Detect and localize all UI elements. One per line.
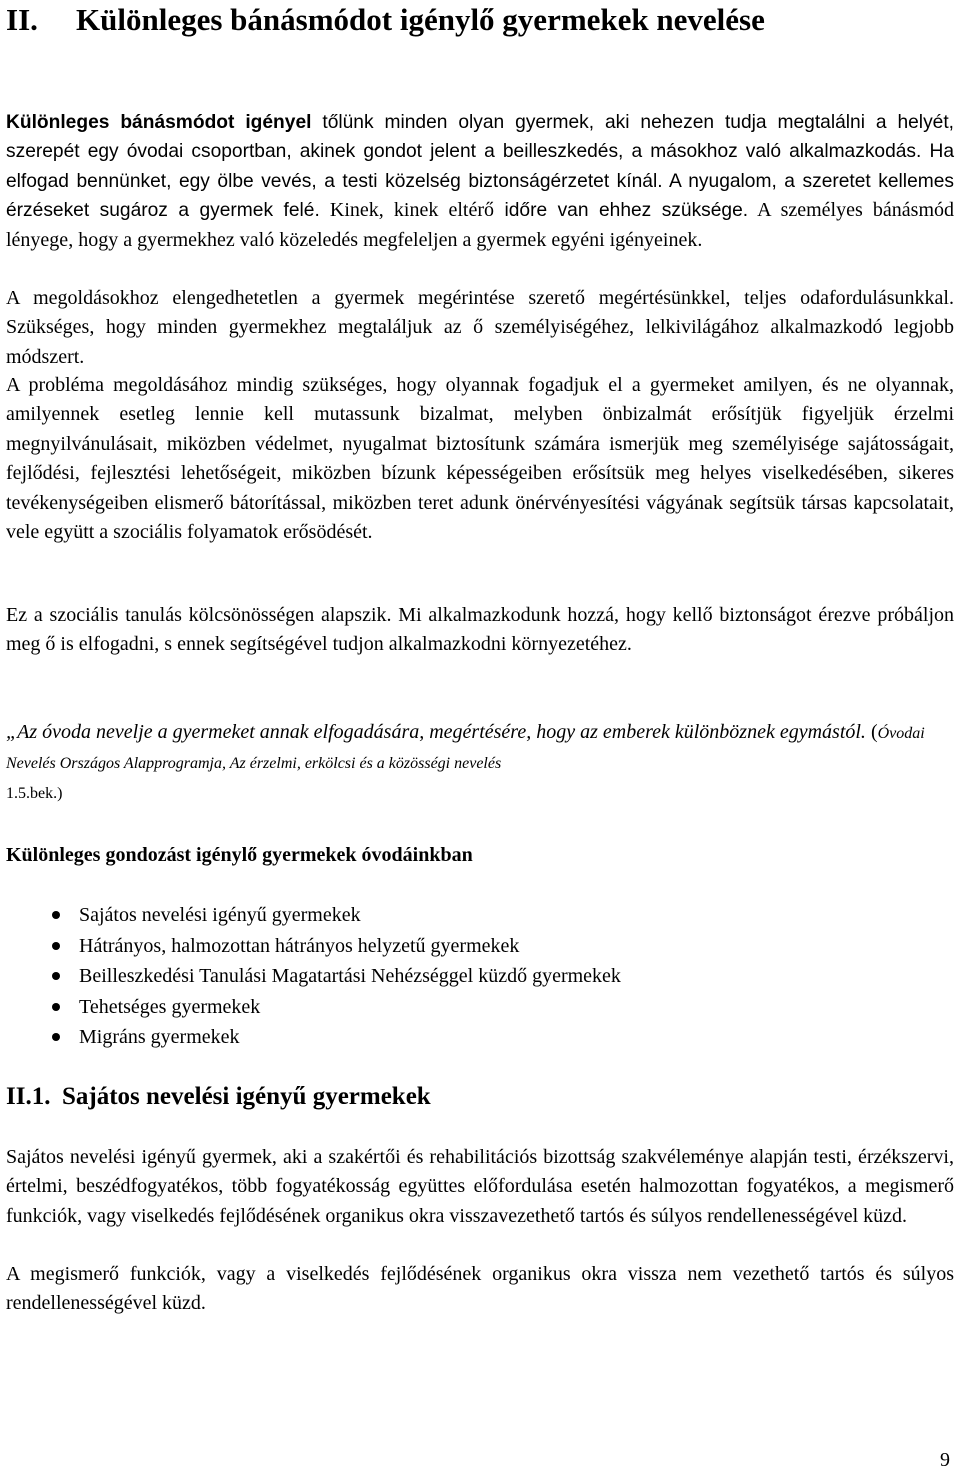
quote-source-ref: 1.5.bek.)	[6, 785, 63, 802]
problem-paragraph: A probléma megoldásához mindig szükséges, hogy olyannak fogadjuk el a gyermeket amilyen, és ne olyannak, amilyennek esetleg lennie kell mutassunk bizalmat, melyben önbizalmát erősítjük figyeljük érzelmi megnyilvánulásait, miközben védelmet, nyugalmat biztosítunk számára ismerjük meg személyisége sajátosságait, fejlődési, fejlesztési lehetőségeit, miközben bízunk képességeiben erősítsük meg helyes viselkedésében, sikeres tevékenységeiben elismerő bátorítással, miközben teret adunk önérvényesítési vágyának segítsük társas kapcsolatait, vele együtt a szociális folyamatok erősödését.	[6, 374, 954, 544]
bti-definition-paragraph: A megismerő funkciók, vagy a viselkedés fejlődésének organikus okra vissza nem vezethető tartós és súlyos rendellenességével küzd.	[6, 1263, 954, 1315]
intro-lead-bold: Különleges bánásmódot igényel	[6, 112, 312, 133]
intro-text-serif: Kinek, kinek eltérő	[319, 199, 494, 222]
list-item	[52, 931, 621, 962]
intro-text-end: időre van ehhez szüksége.	[504, 200, 749, 222]
list-item	[52, 900, 621, 931]
list-item	[52, 1022, 621, 1053]
bullet-icon	[52, 1003, 60, 1011]
program-quote	[6, 718, 954, 808]
bullet-icon	[52, 972, 60, 980]
list-item	[52, 961, 621, 992]
chapter-number: II.	[6, 2, 38, 37]
list-item	[52, 992, 621, 1023]
list-item-text: Sajátos nevelési igényű gyermekek	[79, 904, 361, 926]
list-item-text: Hátrányos, halmozottan hátrányos helyzetű gyermekek	[79, 934, 520, 957]
list-item-text: Tehetséges gyermekek	[79, 995, 261, 1018]
chapter-title	[6, 2, 765, 38]
list-item-text: Migráns gyermekek	[79, 1026, 240, 1048]
social-learning-paragraph: Ez a szociális tanulás kölcsönösségen alapszik. Mi alkalmazkodunk hozzá, hogy kellő biztonságot érezve próbáljon meg ő is elfogadni, s ennek segítségével tudjon alkalmazkodni környezetéhez.	[6, 604, 954, 656]
subsection-title	[6, 1082, 431, 1112]
chapter-title-text: Különleges bánásmódot igénylő gyermekek nevelése	[76, 2, 765, 37]
care-section-heading: Különleges gondozást igénylő gyermekek óvodáinkban	[6, 844, 473, 866]
bullet-icon	[52, 911, 60, 919]
bullet-icon	[52, 1033, 60, 1041]
list-item-text: Beilleszkedési Tanulási Magatartási Nehézséggel küzdő gyermekek	[79, 965, 621, 987]
quote-paren: (	[865, 721, 878, 743]
bullet-icon	[52, 942, 60, 950]
care-list	[52, 900, 621, 1053]
page-number: 9	[940, 1449, 950, 1471]
quote-text: „Az óvoda nevelje a gyermeket annak elfogadására, megértésére, hogy az emberek különböznek egymástól.	[6, 721, 866, 743]
subsection-title-text: Sajátos nevelési igényű gyermekek	[62, 1083, 431, 1110]
sni-definition-paragraph: Sajátos nevelési igényű gyermek, aki a szakértői és rehabilitációs bizottság szakvéleménye alapján testi, érzékszervi, értelmi, beszédfogyatékos, több fogyatékosság együttes előfordulása esetén halmozottan fogyatékos, a megismerő funkciók, vagy viselkedés fejlődésének organikus okra visszavezethető tartós és súlyos rendellenességével küzd.	[6, 1146, 954, 1227]
intro-text: tőlünk minden olyan gyermek, aki nehezen tudja megtalálni a helyét, szerepét egy óvodai csoportban, akinek gondot jelent a beilleszkedés, a másokhoz való alkalmazkodás. Ha elfogad bennünket, egy ölbe vevés, a testi közelség biztonságérzetet kínál. A nyugalom, a szeretet kellemes érzéseket sugároz a gyermek felé.	[6, 112, 954, 222]
solutions-paragraph: A megoldásokhoz elengedhetetlen a gyermek megérintése szerető megértésünkkel, teljes odafordulásunkkal. Szükséges, hogy minden gyermekhez megtaláljuk az ő személyiségéhez, lelkivilágához alkalmazkodó legjobb módszert.	[6, 287, 954, 368]
subsection-number: II.1.	[6, 1083, 51, 1110]
intro-text-serif-end: A személyes bánásmód lényege, hogy a gyermekhez való közeledés megfeleljen a gyermek egyéni igényeinek.	[6, 199, 954, 251]
quote-source: Óvodai Nevelés Országos Alapprogramja, Az érzelmi, erkölcsi és a közösségi nevelés	[6, 725, 925, 772]
intro-paragraph	[6, 108, 954, 255]
